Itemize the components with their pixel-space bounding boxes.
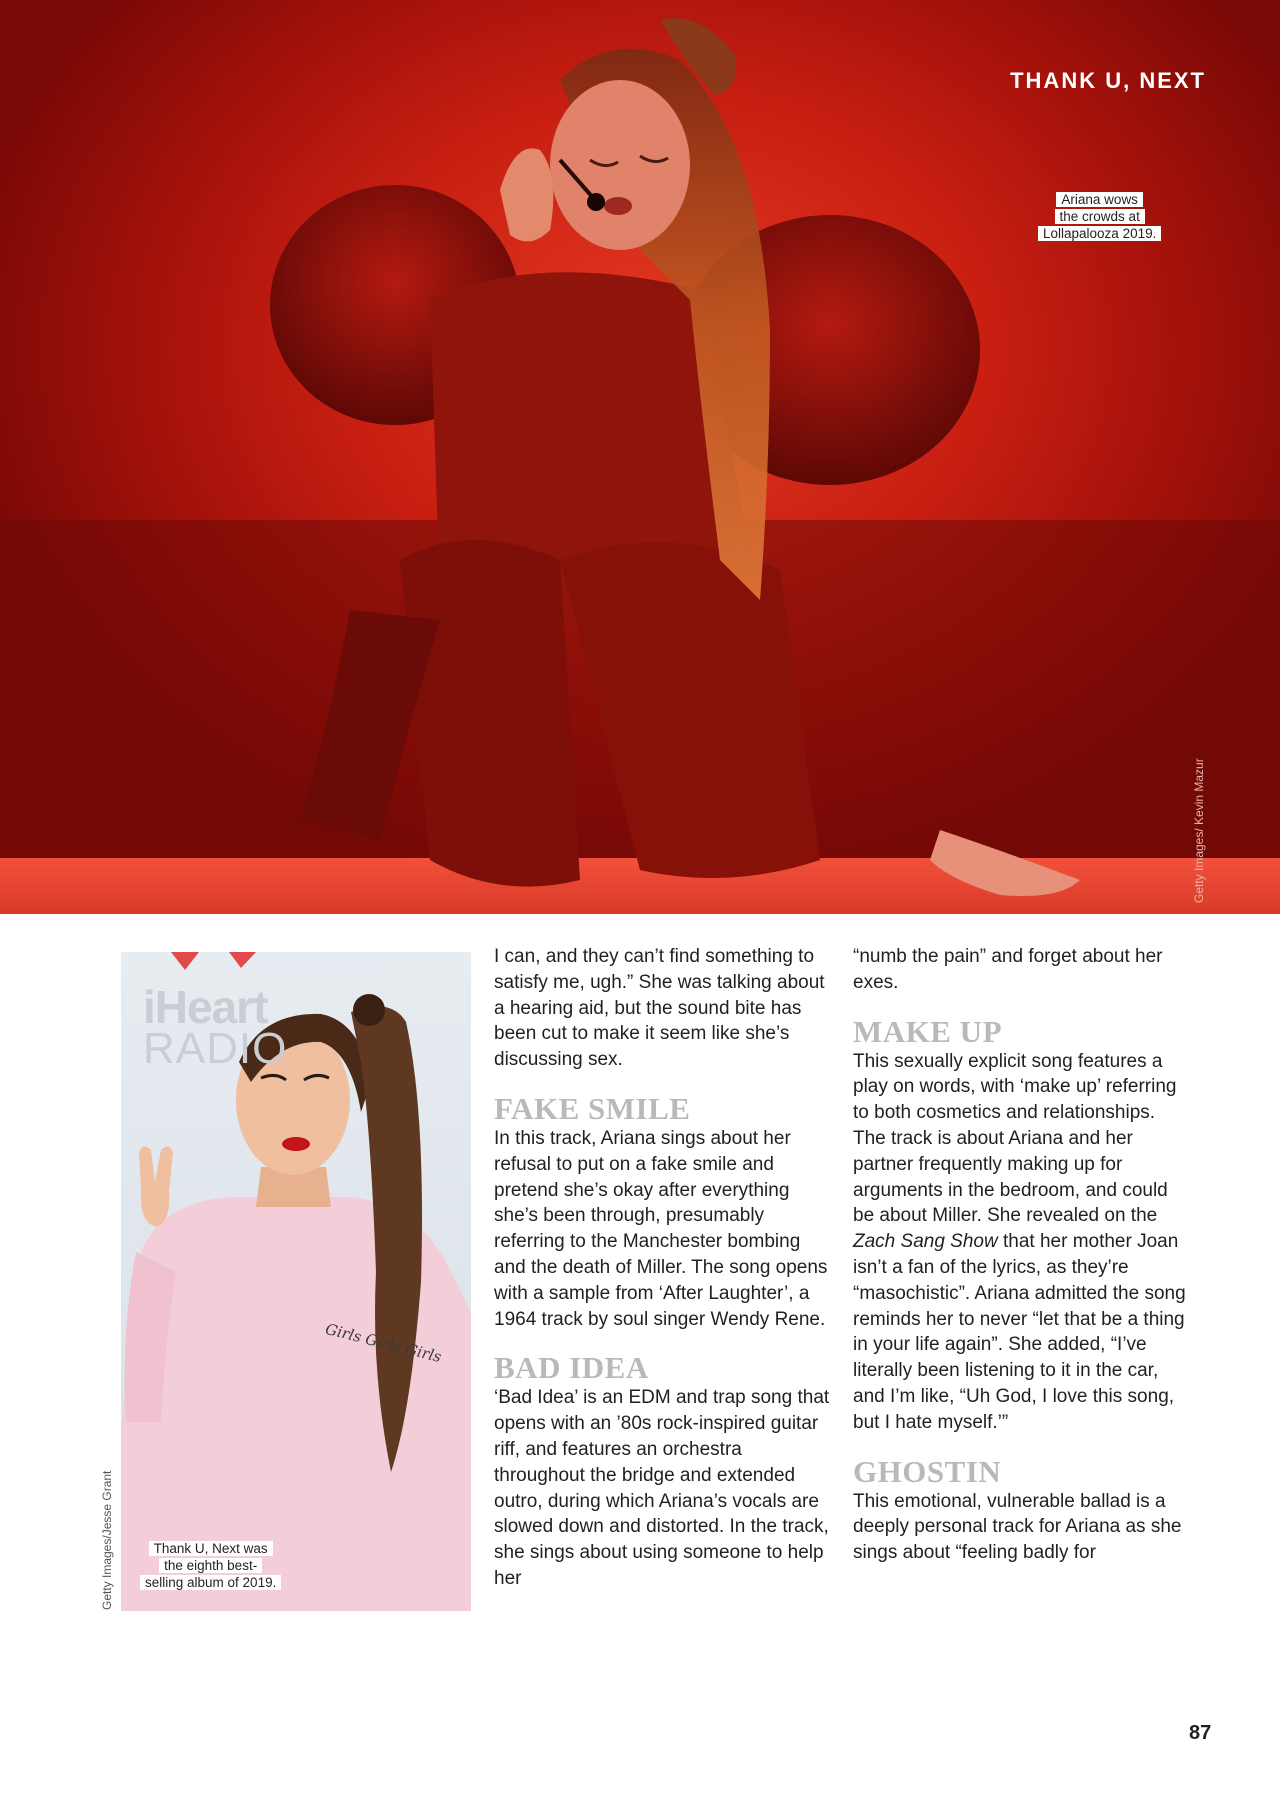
radio-logo-text: RADIO xyxy=(143,1024,288,1073)
hero-caption-line: Ariana wows xyxy=(1056,192,1143,207)
ghostin-paragraph: This emotional, vulnerable ballad is a deeply personal track for Ariana as she sings about “feeling badly for xyxy=(853,1490,1182,1564)
inset-photo xyxy=(121,952,471,1611)
heading-make-up: MAKE UP xyxy=(853,1013,1003,1049)
col1-lead-paragraph: I can, and they can’t find something to satisfy me, ugh.” She was talking about a hearing aid, but the sound bite has been cut to make it seem like she’s discussing sex. xyxy=(494,946,825,1071)
article-column-1 xyxy=(494,944,832,1592)
heading-bad-idea: BAD IDEA xyxy=(494,1350,649,1386)
inset-caption-line: selling album of 2019. xyxy=(140,1575,281,1590)
hero-caption-line: Lollapalooza 2019. xyxy=(1038,226,1161,241)
show-title: Zach Sang Show xyxy=(853,1231,998,1253)
shirt-print-text: Girls Girls Girls xyxy=(323,1319,444,1367)
col2-lead-paragraph: “numb the pain” and forget about her exes. xyxy=(853,946,1163,993)
page-number: 87 xyxy=(1189,1722,1212,1744)
inset-caption-line: Thank U, Next was xyxy=(149,1541,273,1556)
make-up-text-b: that her mother Joan isn’t a fan of the lyrics, as they’re “masochistic”. Ariana admitted the song reminds her to never “let that be a thing in your life again”. She added, “I’ve literally been listening to it in the car, and I’m like, “Uh God, I love this song, but I hate myself.’” xyxy=(853,1231,1186,1433)
iheart-logo-text: iHeart xyxy=(143,981,268,1033)
make-up-paragraph xyxy=(853,1049,1191,1436)
heading-fake-smile: FAKE SMILE xyxy=(494,1090,691,1126)
inset-photo-credit: Getty Images/Jesse Grant xyxy=(100,1470,114,1610)
article-column-2 xyxy=(853,944,1191,1566)
bad-idea-paragraph: ‘Bad Idea’ is an EDM and trap song that opens with an ’80s rock-inspired guitar riff, and features an orchestra throughout the bridge and extended outro, during which Ariana’s vocals are slowed down and distorted. In the track, she sings about using someone to help her xyxy=(494,1387,830,1589)
section-title: THANK U, NEXT xyxy=(1010,68,1206,93)
fake-smile-paragraph: In this track, Ariana sings about her refusal to put on a fake smile and pretend she’s okay after everything she’s been through, presumably referring to the Manchester bombing and the death of Miller. The song opens with a sample from ‘After Laughter’, a 1964 track by soul singer Wendy Rene. xyxy=(494,1127,828,1330)
make-up-text-a: This sexually explicit song features a play on words, with ‘make up’ referring to both cosmetics and relationships. The track is about Ariana and her partner frequently making up for arguments in the bedroom, and could be about Miller. She revealed on the xyxy=(853,1050,1177,1227)
inset-caption xyxy=(140,1541,281,1590)
hero-caption xyxy=(1038,192,1161,241)
hero-photo-credit: Getty Images/ Kevin Mazur xyxy=(1192,758,1206,903)
hero-caption-line: the crowds at xyxy=(1055,209,1145,224)
inset-caption-line: the eighth best- xyxy=(159,1558,262,1573)
heading-ghostin: GHOSTIN xyxy=(853,1453,1002,1489)
